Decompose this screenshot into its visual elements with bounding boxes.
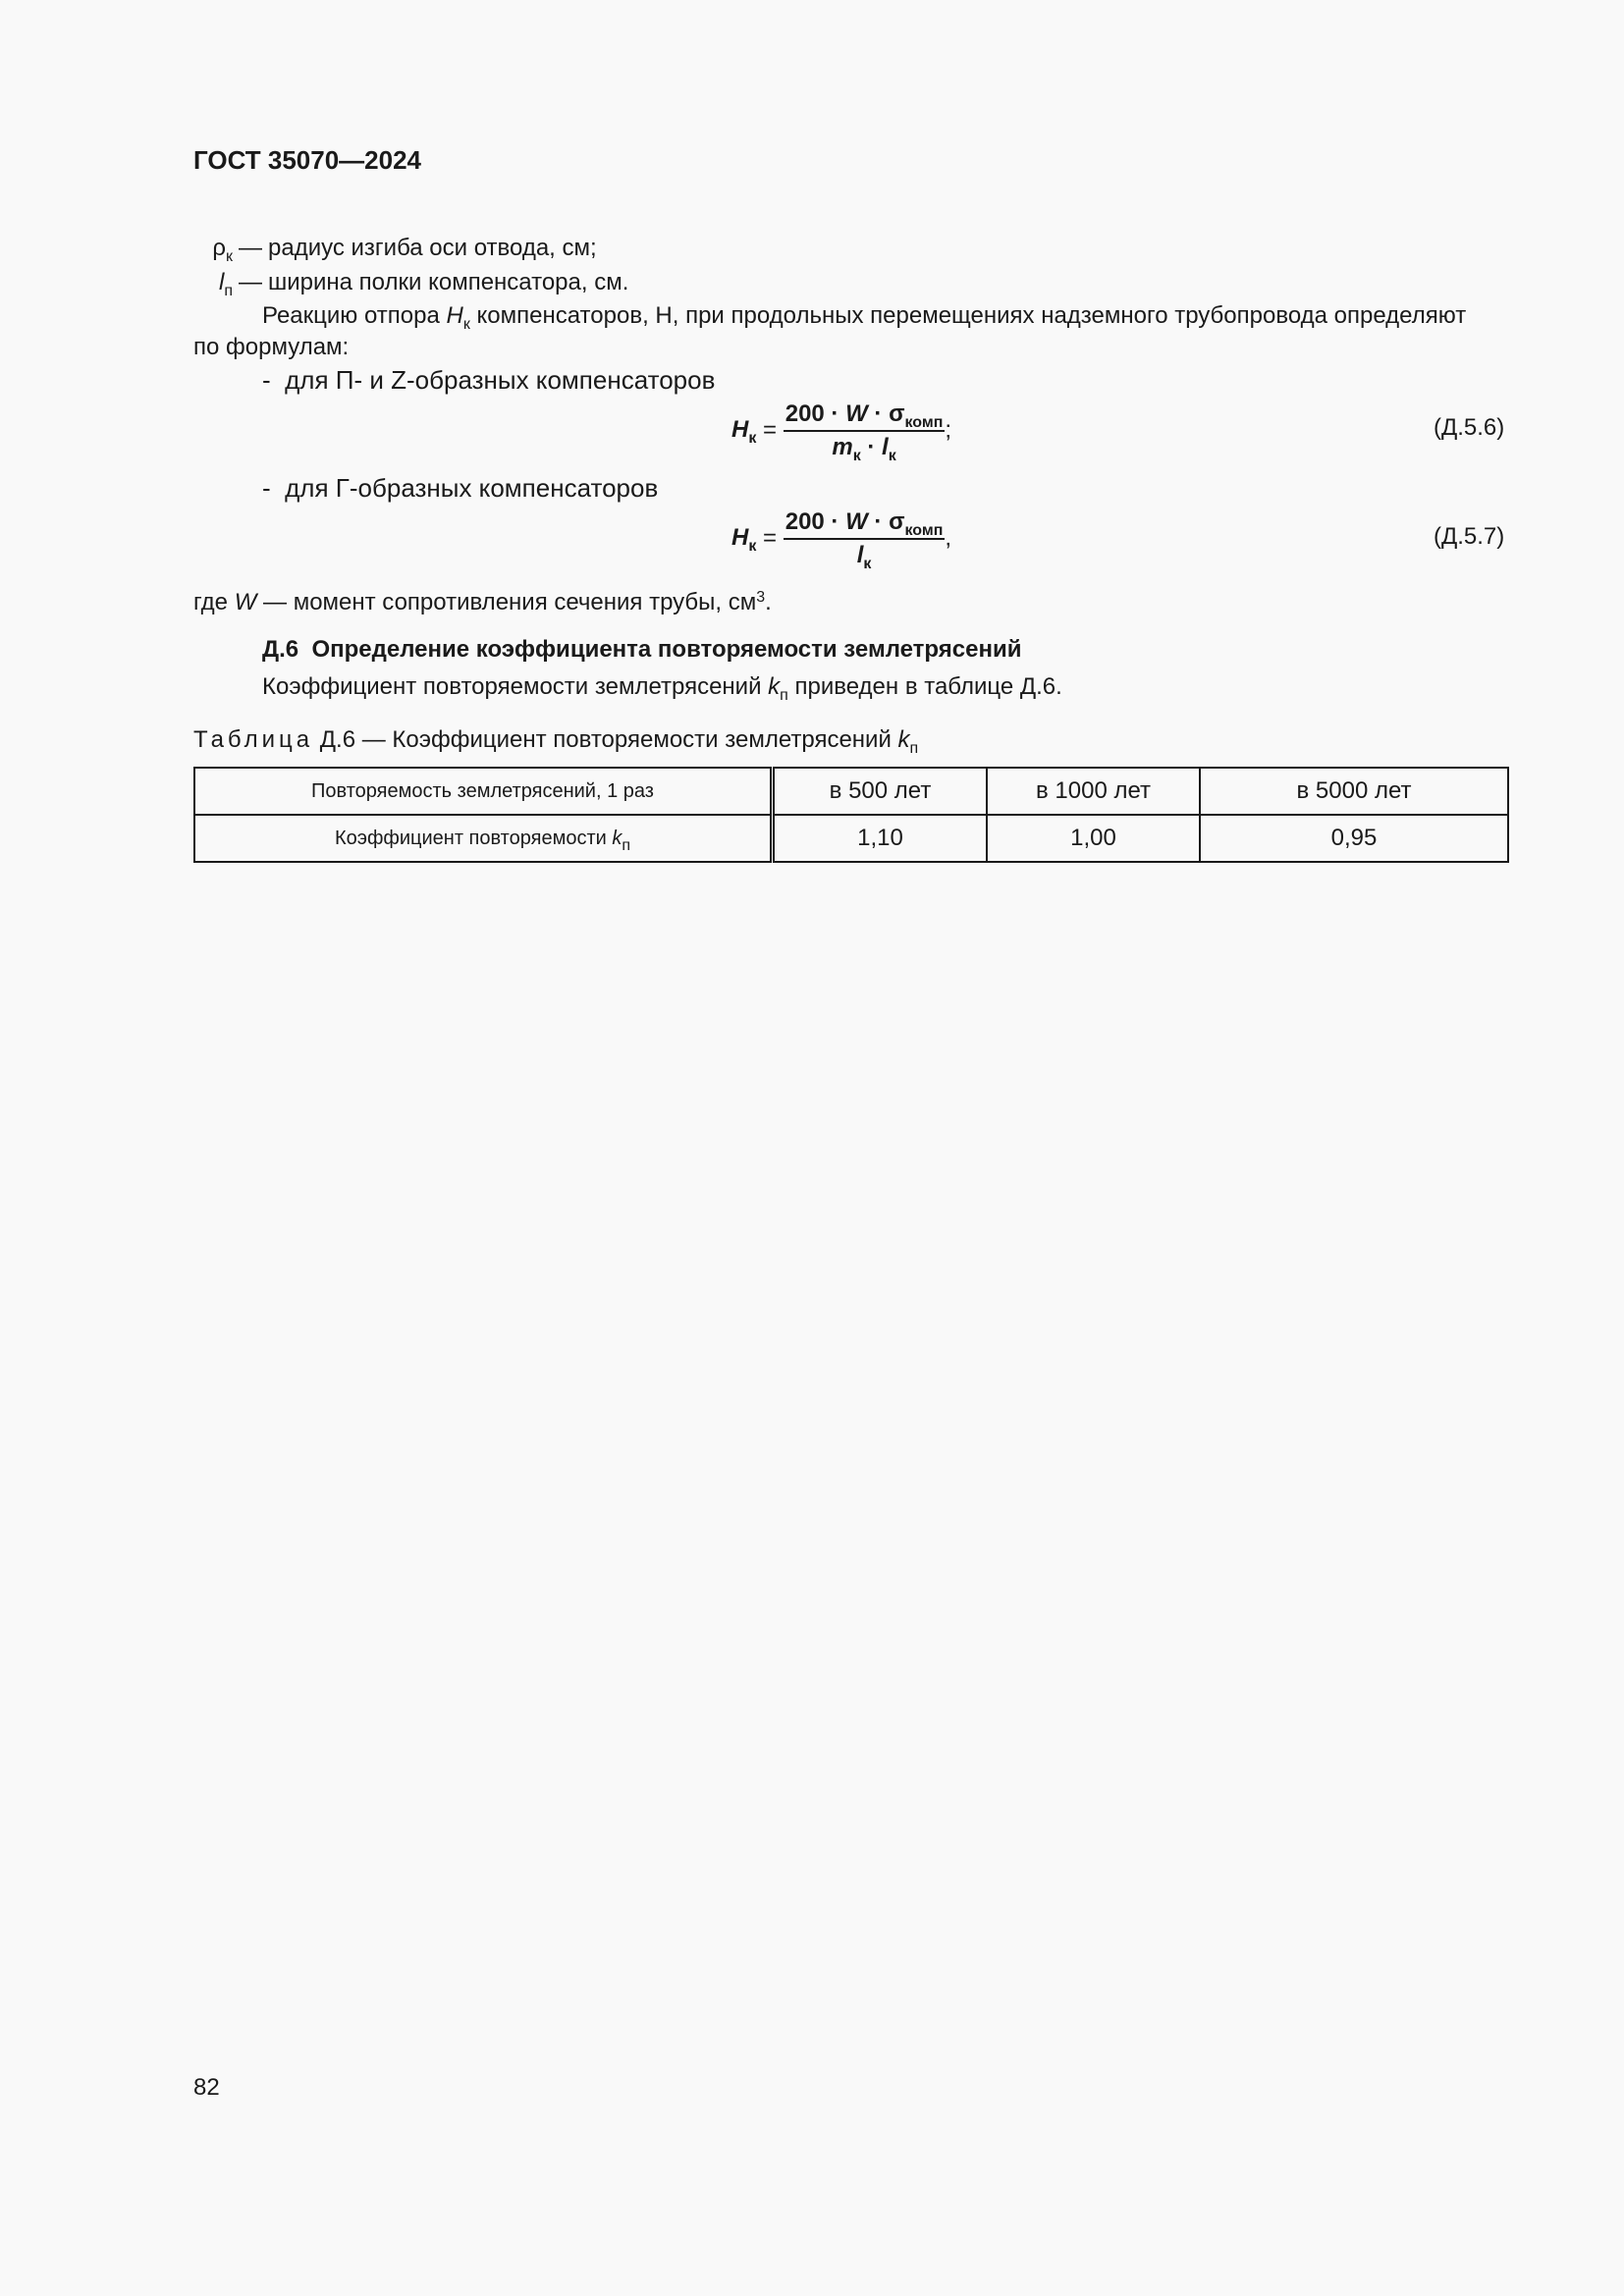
formula-fraction: $\frac{200 \cdot W \cdot \sigma_{комп}}{l_к}$ bbox=[785, 508, 944, 572]
table-cell: 1,00 bbox=[987, 815, 1200, 862]
formula-d57: $H_к$ = $\frac{200 \cdot W \cdot \sigma_{комп}}{l_к}$ , bbox=[731, 508, 952, 572]
paragraph-line1: Реакцию отпора $H_к$ компенсаторов, Н, при продольных перемещениях надземного трубопровода определяют bbox=[262, 302, 1467, 333]
page-number: 82 bbox=[193, 2074, 220, 2101]
table-cell: 0,95 bbox=[1200, 815, 1508, 862]
table-row-label: Коэффициент повторяемости $k_п$ bbox=[194, 815, 773, 862]
formula-number: (Д.5.7) bbox=[1434, 523, 1505, 550]
section-heading: Д.6 Определение коэффициента повторяемости землетрясений bbox=[262, 636, 1022, 663]
formula-number: (Д.5.6) bbox=[1434, 414, 1505, 441]
table-row bbox=[194, 815, 1508, 862]
definition-rho: $\rho_к$ — радиус изгиба оси отвода, см; bbox=[212, 235, 597, 265]
bullet-item: - для П- и Z-образных компенсаторов bbox=[262, 365, 716, 395]
bullet-item: - для Г-образных компенсаторов bbox=[262, 473, 659, 503]
definition-l: $l_п$ — ширина полки компенсатора, см. bbox=[218, 269, 629, 299]
table-caption: Таблица Д.6 — Коэффициент повторяемости землетрясений $k_п$ bbox=[193, 726, 919, 757]
where-definition: где W — момент сопротивления сечения трубы, $см^3$. bbox=[193, 589, 772, 615]
section-text: Коэффициент повторяемости землетрясений $k_п$ приведен в таблице Д.6. bbox=[262, 673, 1062, 704]
table-header-cell: в 1000 лет bbox=[987, 768, 1200, 815]
table-header-cell: Повторяемость землетрясений, 1 раз bbox=[194, 768, 773, 815]
paragraph-line2: по формулам: bbox=[193, 334, 350, 360]
page-header: ГОСТ 35070—2024 bbox=[193, 145, 421, 175]
table-header-cell: в 500 лет bbox=[773, 768, 988, 815]
table-cell: 1,10 bbox=[773, 815, 988, 862]
table-header-cell: в 5000 лет bbox=[1200, 768, 1508, 815]
table-header-row bbox=[194, 768, 1508, 815]
formula-d56: $H_к$ = $\frac{200 \cdot W \cdot \sigma_{комп}}{m_к \cdot l_к}$ ; bbox=[731, 400, 952, 464]
recurrence-table bbox=[193, 767, 1509, 863]
formula-fraction: $\frac{200 \cdot W \cdot \sigma_{комп}}{m_к \cdot l_к}$ bbox=[785, 400, 944, 464]
